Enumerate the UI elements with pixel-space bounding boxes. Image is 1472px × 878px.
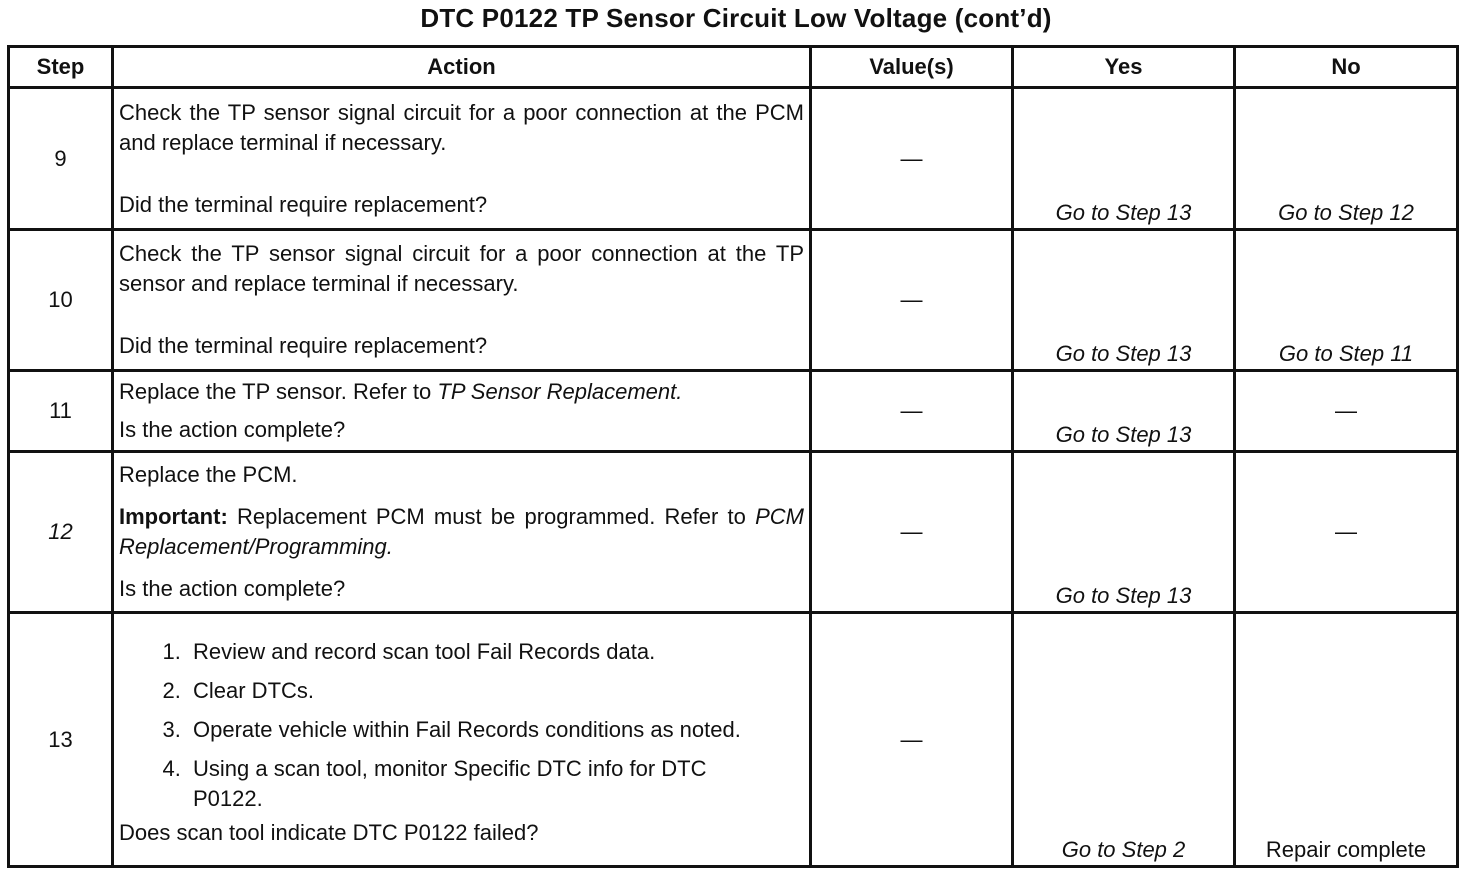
action-text-prefix: Replace the TP sensor. Refer to bbox=[119, 379, 438, 404]
procedure-reference: TP Sensor Replacement. bbox=[437, 379, 683, 404]
list-item: 3. Operate vehicle within Fail Records conditions as noted. bbox=[187, 715, 753, 745]
action-question: Is the action complete? bbox=[119, 576, 346, 601]
important-note bbox=[119, 502, 804, 562]
action-cell bbox=[113, 88, 811, 230]
no-goto-text: Go to Step 11 bbox=[1278, 341, 1414, 366]
no-cell bbox=[1235, 88, 1458, 230]
list-item: 1. Review and record scan tool Fail Records data. bbox=[187, 637, 804, 667]
step-number: 11 bbox=[9, 371, 113, 452]
list-item: 4. Using a scan tool, monitor Specific DTC info for DTC P0122. bbox=[187, 754, 753, 814]
action-question: Does scan tool indicate DTC P0122 failed? bbox=[119, 820, 539, 845]
table-row-step-11 bbox=[9, 371, 1458, 452]
yes-goto-text: Go to Step 13 bbox=[1055, 200, 1192, 225]
action-text: Check the TP sensor signal circuit for a poor connection at the TP sensor and replace terminal if necessary. bbox=[119, 241, 804, 296]
action-text: Replace the PCM. bbox=[119, 462, 298, 487]
yes-cell bbox=[1013, 88, 1235, 230]
yes-cell bbox=[1013, 371, 1235, 452]
list-item: 2. Clear DTCs. bbox=[187, 676, 804, 706]
procedure-reference: PCM Replacement/Programming. bbox=[119, 504, 804, 559]
yes-goto-text: Go to Step 2 bbox=[1061, 837, 1186, 862]
header-step: Step bbox=[9, 47, 113, 88]
value-cell: — bbox=[811, 613, 1013, 867]
no-cell: — bbox=[1235, 371, 1458, 452]
action-cell bbox=[113, 613, 811, 867]
step-number: 10 bbox=[9, 230, 113, 371]
yes-cell bbox=[1013, 452, 1235, 613]
table-row-step-12 bbox=[9, 452, 1458, 613]
yes-cell bbox=[1013, 613, 1235, 867]
action-question: Did the terminal require replacement? bbox=[119, 333, 488, 358]
no-cell bbox=[1235, 613, 1458, 867]
action-cell bbox=[113, 452, 811, 613]
yes-goto-text: Go to Step 13 bbox=[1055, 422, 1192, 447]
table-row-step-9 bbox=[9, 88, 1458, 230]
diagnostic-table bbox=[7, 45, 1459, 868]
no-goto-text: Go to Step 12 bbox=[1278, 200, 1414, 225]
value-cell: — bbox=[811, 230, 1013, 371]
substep-list bbox=[119, 637, 804, 814]
header-yes: Yes bbox=[1013, 47, 1235, 88]
important-label: Important: bbox=[119, 504, 228, 529]
action-cell bbox=[113, 230, 811, 371]
header-no: No bbox=[1235, 47, 1458, 88]
header-values: Value(s) bbox=[811, 47, 1013, 88]
no-result-text: Repair complete bbox=[1265, 837, 1427, 862]
page-title: DTC P0122 TP Sensor Circuit Low Voltage (cont’d) bbox=[420, 3, 1052, 33]
table-row-step-10 bbox=[9, 230, 1458, 371]
action-cell bbox=[113, 371, 811, 452]
header-row bbox=[9, 47, 1458, 88]
step-number: 9 bbox=[9, 88, 113, 230]
yes-goto-text: Go to Step 13 bbox=[1055, 341, 1192, 366]
step-number: 13 bbox=[9, 613, 113, 867]
action-text: Check the TP sensor signal circuit for a poor connection at the PCM and replace terminal if necessary. bbox=[119, 99, 804, 155]
value-cell: — bbox=[811, 452, 1013, 613]
yes-goto-text: Go to Step 13 bbox=[1055, 583, 1192, 608]
yes-cell bbox=[1013, 230, 1235, 371]
no-cell: — bbox=[1235, 452, 1458, 613]
action-text bbox=[119, 377, 804, 407]
value-cell: — bbox=[811, 88, 1013, 230]
important-text: Replacement PCM must be programmed. Refer to bbox=[227, 504, 756, 529]
step-number: 12 bbox=[9, 452, 113, 613]
action-question: Did the terminal require replacement? bbox=[119, 191, 488, 217]
table-row-step-13 bbox=[9, 613, 1458, 867]
header-action: Action bbox=[113, 47, 811, 88]
no-cell bbox=[1235, 230, 1458, 371]
action-question: Is the action complete? bbox=[119, 417, 346, 442]
value-cell: — bbox=[811, 371, 1013, 452]
